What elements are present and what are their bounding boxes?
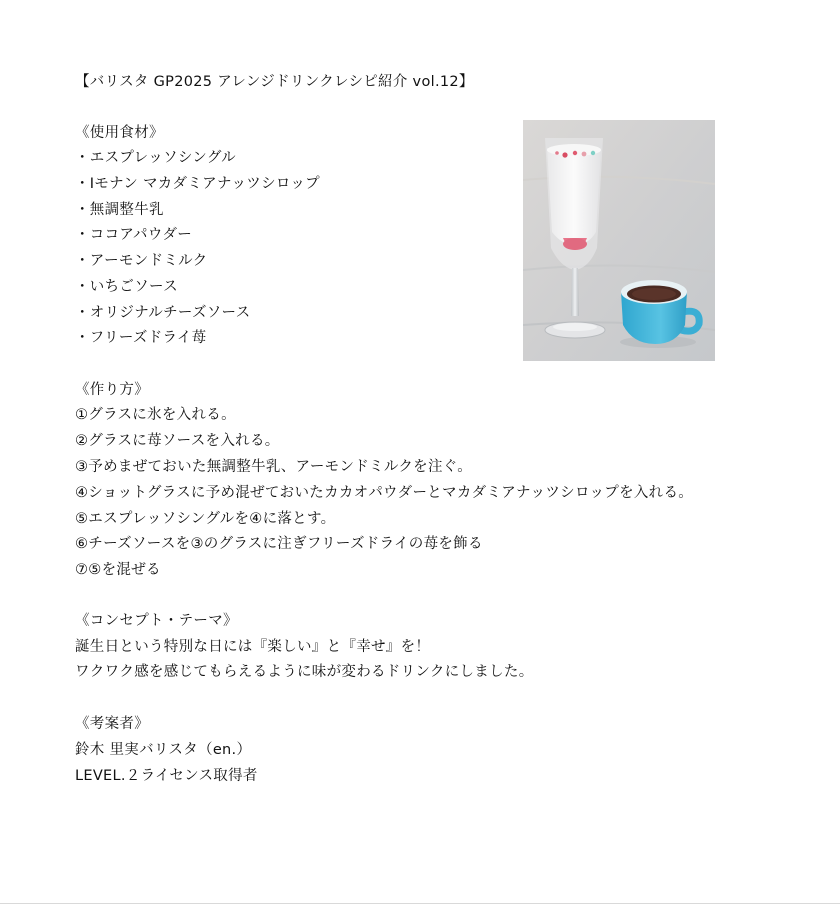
creator-license: LEVEL.２ライセンス取得者 [75, 768, 258, 784]
page-bottom-divider [0, 903, 840, 904]
method-step: ⑤エスプレッソシングルを④に落とす。 [75, 511, 336, 527]
ingredients-heading: 《使用食材》 [75, 125, 164, 141]
ingredient-item: ・無調整牛乳 [75, 202, 164, 218]
concept-heading: 《コンセプト・テーマ》 [75, 613, 238, 629]
ingredient-item: ・オリジナルチーズソース [75, 305, 251, 321]
method-step: ③予めまぜておいた無調整牛乳、アーモンドミルクを注ぐ。 [75, 459, 473, 475]
method-step: ⑥チーズソースを③のグラスに注ぎフリーズドライの苺を飾る [75, 536, 483, 552]
ingredient-item: ・Ⅰモナン マカダミアナッツシロップ [75, 176, 320, 192]
ingredient-item: ・フリーズドライ苺 [75, 330, 207, 346]
document-title: 【バリスタ GP2025 アレンジドリンクレシピ紹介 vol.12】 [75, 74, 474, 90]
concept-line: 誕生日という特別な日には『楽しい』と『幸せ』を！ [75, 639, 431, 655]
creator-name: 鈴木 里実バリスタ（en.） [75, 742, 252, 758]
ingredient-item: ・アーモンドミルク [75, 253, 208, 269]
ingredient-item: ・エスプレッソシングル [75, 150, 236, 166]
creator-heading: 《考案者》 [75, 716, 149, 732]
concept-line: ワクワク感を感じてもらえるように味が変わるドリンクにしました。 [75, 664, 534, 680]
ingredient-item: ・ココアパウダー [75, 227, 193, 243]
method-step: ④ショットグラスに予め混ぜておいたカカオパウダーとマカダミアナッツシロップを入れる。 [75, 485, 694, 501]
method-step: ①グラスに氷を入れる。 [75, 407, 236, 423]
method-step: ⑦⑤を混ぜる [75, 562, 161, 578]
ingredient-item: ・いちごソース [75, 279, 178, 295]
method-heading: 《作り方》 [75, 382, 149, 398]
drink-photo [523, 120, 715, 361]
method-step: ②グラスに苺ソースを入れる。 [75, 433, 280, 449]
